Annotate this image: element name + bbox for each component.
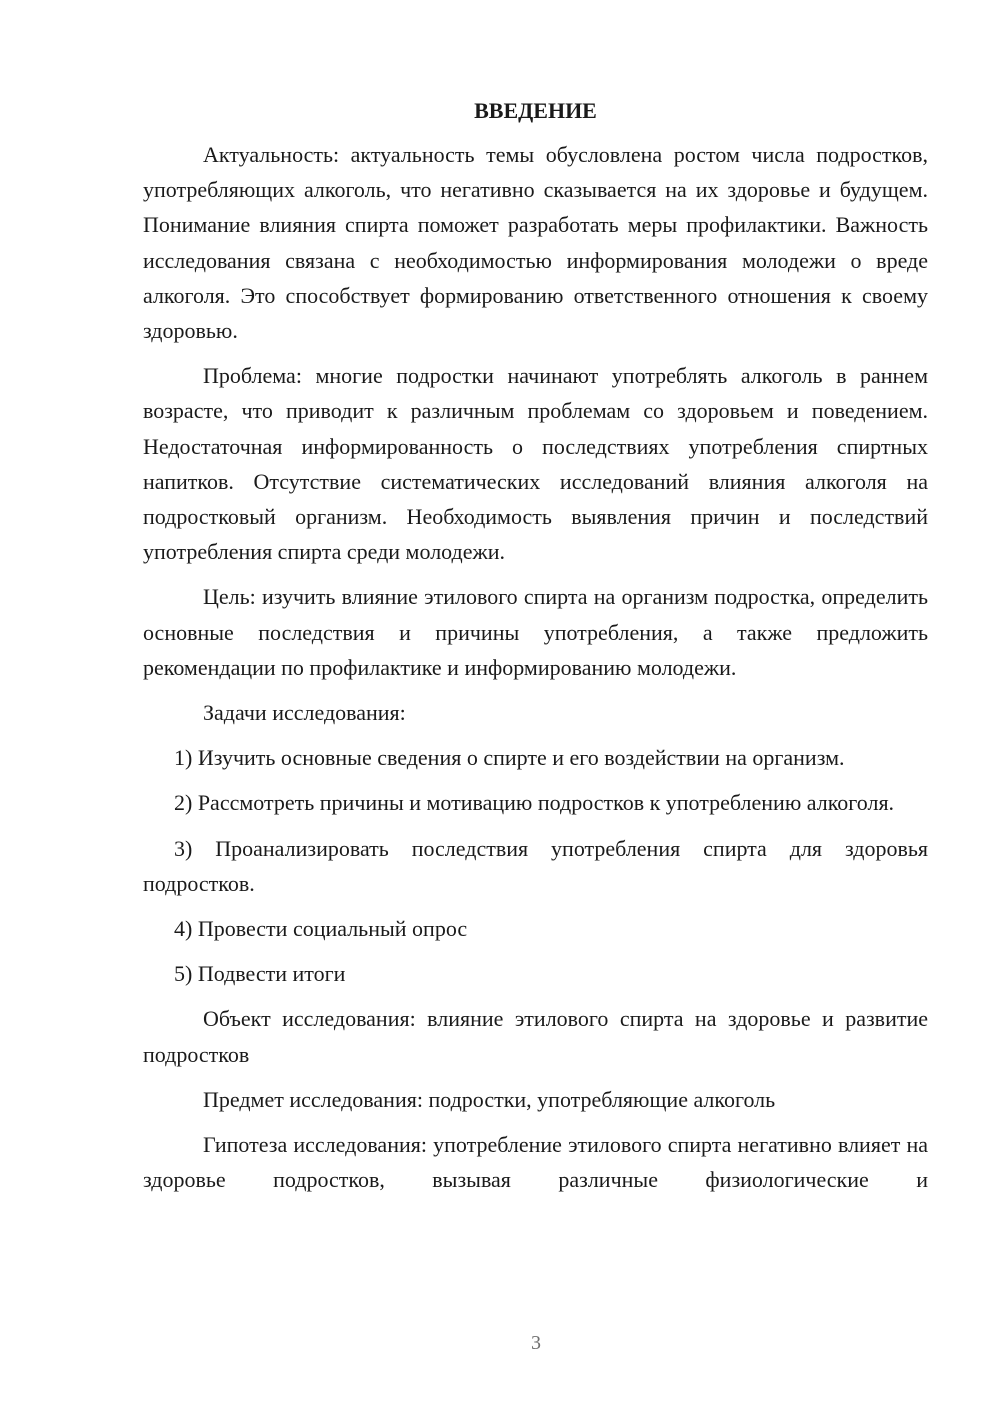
- task-item-4: 4) Провести социальный опрос: [174, 916, 468, 942]
- hypothesis-paragraph: Гипотеза исследования: употребление этилового спирта негативно влияет на здоровье подростков, вызывая различные физиологические и: [143, 1132, 928, 1193]
- problem-paragraph: Проблема: многие подростки начинают употреблять алкоголь в раннем возрасте, что приводит к различным проблемам со здоровьем и поведением. Недостаточная информированность о последствиях употребления спиртных напитков. Отсутствие систематических исследований влияния алкоголя на подростковый организм. Необходимость выявления причин и последствий употребления спирта среди молодежи.: [143, 363, 928, 565]
- relevance-paragraph: Актуальность: актуальность темы обусловлена ростом числа подростков, употребляющих алкоголь, что негативно сказывается на их здоровье и будущем. Понимание влияния спирта поможет разработать меры профилактики. Важность исследования связана с необходимостью информирования молодежи о вреде алкоголя. Это способствует формированию ответственного отношения к своему здоровью.: [143, 142, 928, 344]
- object-paragraph: Объект исследования: влияние этилового спирта на здоровье и развитие подростков: [143, 1006, 928, 1067]
- subject-paragraph: Предмет исследования: подростки, употребляющие алкоголь: [203, 1086, 776, 1112]
- task-item-5: 5) Подвести итоги: [174, 961, 346, 987]
- task-item-1: 1) Изучить основные сведения о спирте и его воздействии на организм.: [174, 745, 845, 771]
- document-page: [143, 95, 928, 1197]
- goal-paragraph: Цель: изучить влияние этилового спирта на организм подростка, определить основные последствия и причины употребления, а также предложить рекомендации по профилактике и информированию молодежи.: [143, 584, 928, 680]
- section-heading: ВВЕДЕНИЕ: [474, 98, 597, 123]
- task-item-2: 2) Рассмотреть причины и мотивацию подростков к употреблению алкоголя.: [174, 790, 895, 816]
- task-item-3: 3) Проанализировать последствия употребления спирта для здоровья подростков.: [143, 835, 928, 896]
- page-number: 3: [531, 1332, 541, 1354]
- tasks-heading: Задачи исследования:: [203, 700, 406, 726]
